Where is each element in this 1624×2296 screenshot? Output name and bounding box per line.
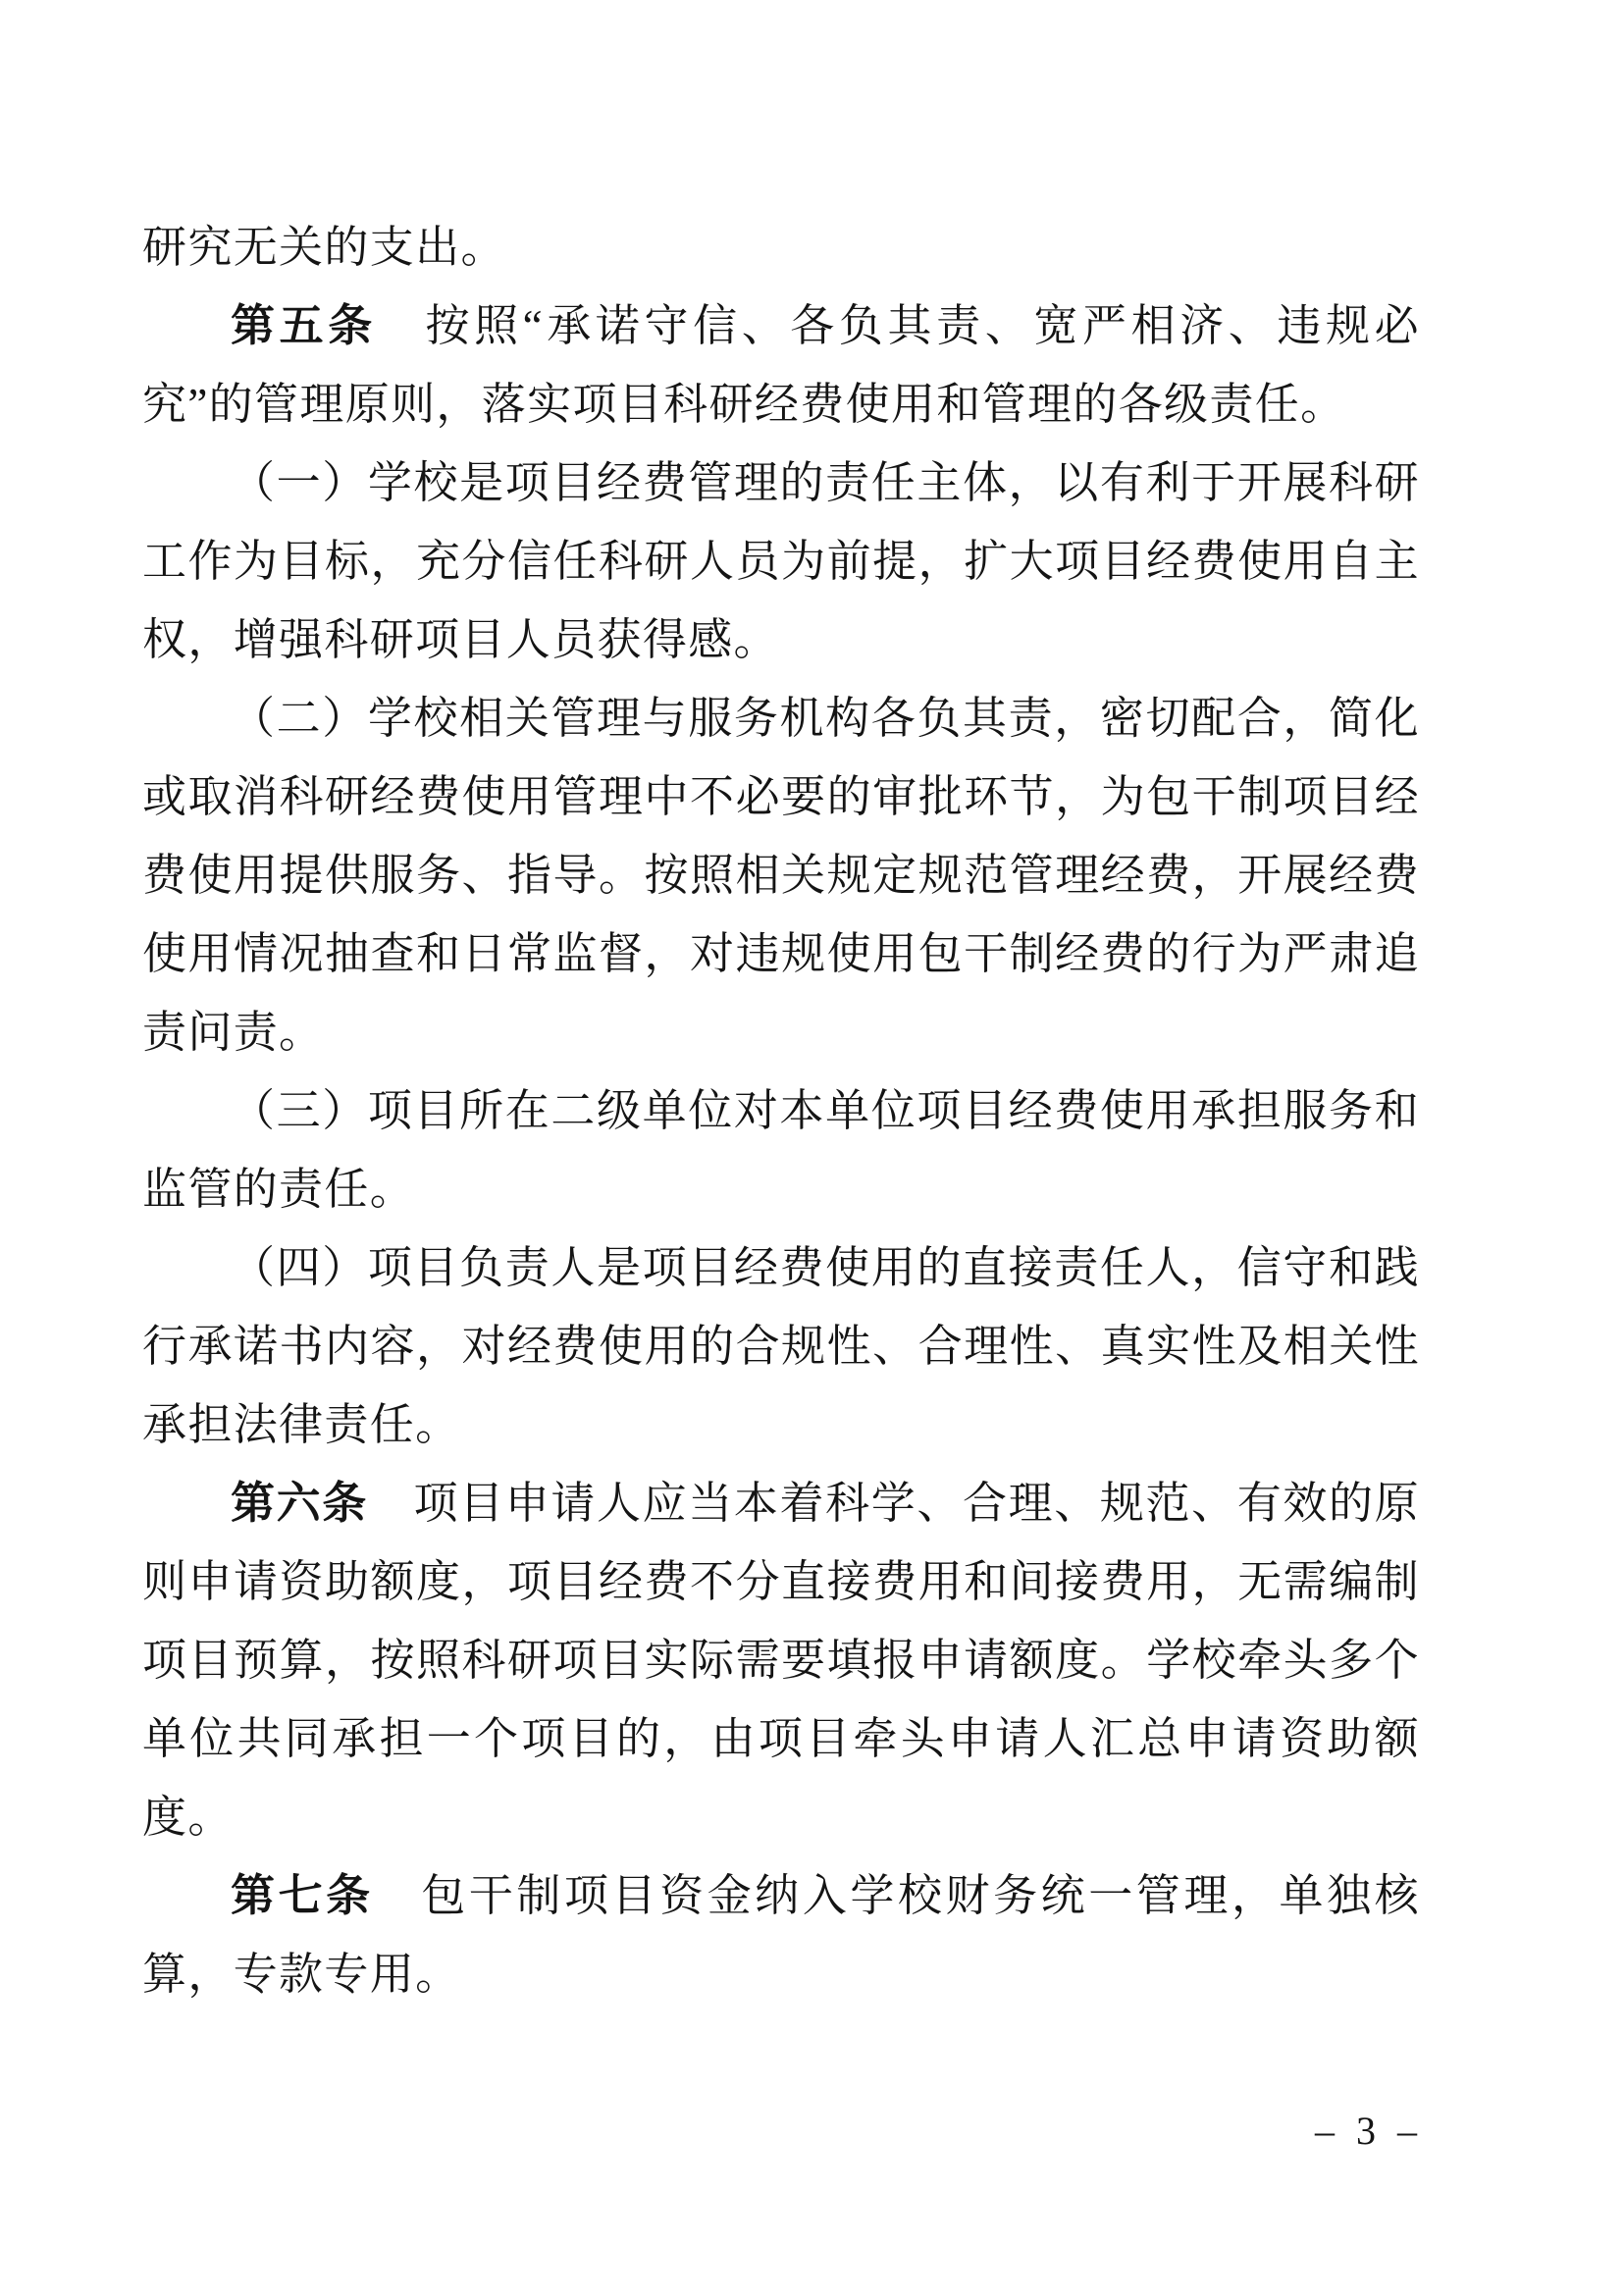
paragraph-text: 项目申请人应当本着科学、合理、规范、有效的原则申请资助额度，项目经费不分直接费用和间接费用，无需编制项目预算，按照科研项目实际需要填报申请额度。学校牵头多个单位共同承担一个项目的，由项目牵头申请人汇总申请资助额度。	[142, 1479, 1420, 1842]
paragraph-continuation	[142, 208, 1420, 287]
paragraph-article-6	[142, 1464, 1420, 1856]
paragraph-item-1	[142, 444, 1420, 679]
paragraph-article-7	[142, 1856, 1420, 2013]
paragraph-text: （一）学校是项目经费管理的责任主体，以有利于开展科研工作为目标，充分信任科研人员为前提，扩大项目经费使用自主权，增强科研项目人员获得感。	[142, 458, 1420, 664]
paragraph-article-5	[142, 287, 1420, 444]
paragraph-text: （三）项目所在二级单位对本单位项目经费使用承担服务和监管的责任。	[142, 1086, 1420, 1214]
paragraph-text: 包干制项目资金纳入学校财务统一管理，单独核算，专款专用。	[142, 1871, 1421, 1999]
paragraph-text: 按照“承诺守信、各负其责、宽严相济、违规必究”的管理原则，落实项目科研经费使用和管理的各级责任。	[142, 301, 1420, 429]
article-6-label: 第六条	[231, 1479, 368, 1528]
paragraph-text: （四）项目负责人是项目经费使用的直接责任人，信守和践行承诺书内容，对经费使用的合规性、合理性、真实性及相关性承担法律责任。	[142, 1243, 1420, 1449]
article-7-label: 第七条	[231, 1871, 374, 1920]
paragraph-item-2	[142, 679, 1420, 1071]
paragraph-text: 研究无关的支出。	[142, 223, 506, 272]
paragraph-item-3	[142, 1071, 1420, 1228]
article-5-label: 第五条	[231, 301, 377, 350]
paragraph-text: （二）学校相关管理与服务机构各负其责，密切配合，简化或取消科研经费使用管理中不必要的审批环节，为包干制项目经费使用提供服务、指导。按照相关规定规范管理经费，开展经费使用情况抽查和日常监督，对违规使用包干制经费的行为严肃追责问责。	[142, 694, 1420, 1057]
paragraph-item-4	[142, 1228, 1420, 1464]
document-body	[142, 208, 1420, 2013]
page-number: – 3 –	[1315, 2109, 1423, 2153]
